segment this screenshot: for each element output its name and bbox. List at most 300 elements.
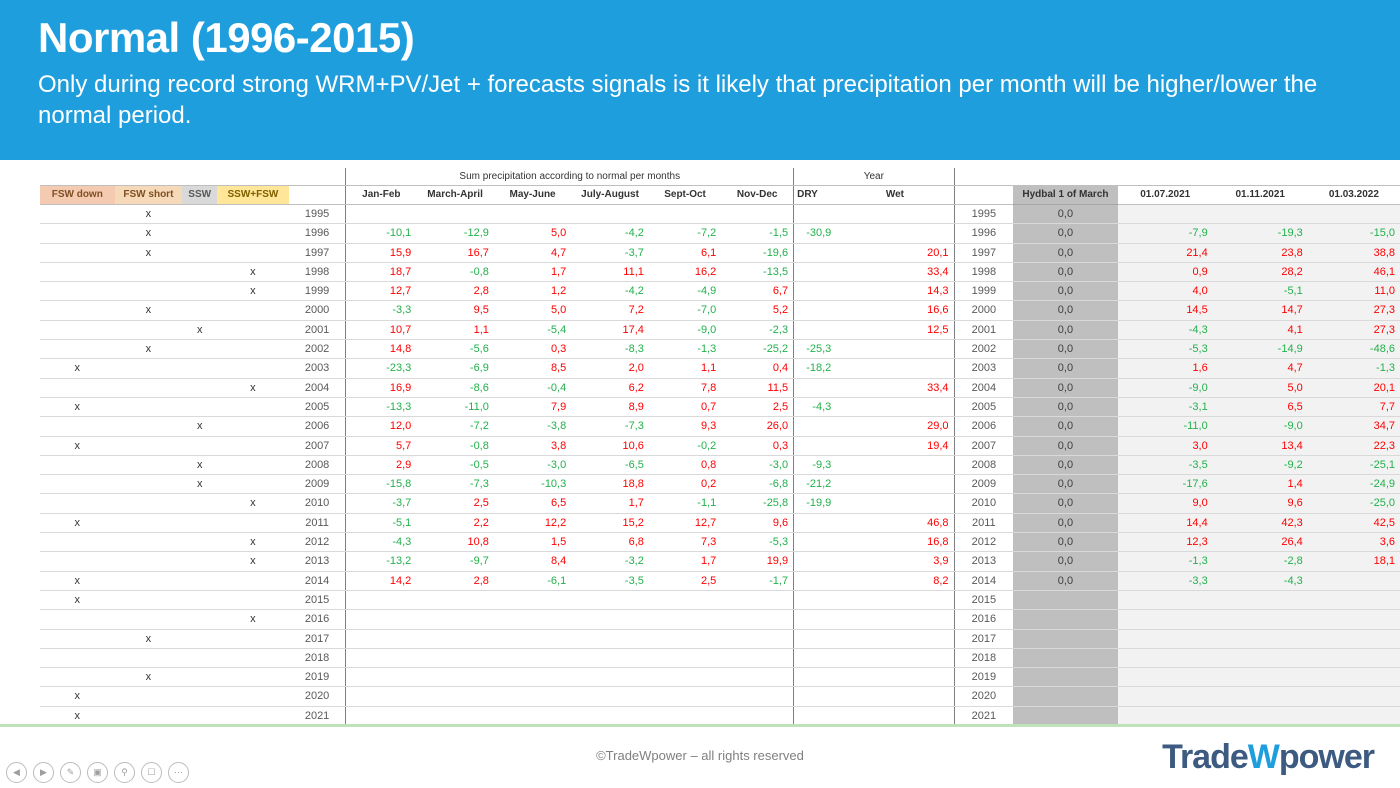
cell-flag-ssw[interactable]: x	[182, 320, 217, 339]
table-row[interactable]	[40, 397, 1400, 416]
cell-year-right[interactable]: 2015	[954, 590, 1013, 609]
cell-month-4[interactable]: 16,2	[649, 262, 721, 281]
cell-year-right[interactable]: 2017	[954, 629, 1013, 648]
cell-month-4[interactable]: 6,1	[649, 243, 721, 262]
cell-date-1[interactable]: 14,7	[1213, 301, 1308, 320]
cell-month-1[interactable]: -8,6	[416, 378, 494, 397]
cell-month-0[interactable]	[346, 687, 416, 706]
cell-year[interactable]: 2009	[289, 475, 346, 494]
cell-month-3[interactable]: -3,7	[571, 243, 649, 262]
cell-month-3[interactable]: 2,0	[571, 359, 649, 378]
cell-date-0[interactable]	[1118, 205, 1213, 224]
cell-month-4[interactable]: -7,2	[649, 224, 721, 243]
header-date-3[interactable]: 01.03.2022	[1308, 186, 1400, 205]
cell-flag-fsw-short[interactable]: x	[115, 243, 183, 262]
cell-year-right[interactable]: 2007	[954, 436, 1013, 455]
cell-month-1[interactable]: -7,2	[416, 417, 494, 436]
cell-date-0[interactable]: 21,4	[1118, 243, 1213, 262]
cell-year-right[interactable]: 1999	[954, 282, 1013, 301]
cell-month-1[interactable]: -12,9	[416, 224, 494, 243]
cell-wet[interactable]	[836, 475, 954, 494]
cell-date-2[interactable]	[1308, 668, 1400, 687]
cell-month-4[interactable]: 0,2	[649, 475, 721, 494]
cell-year[interactable]: 2008	[289, 455, 346, 474]
cell-month-5[interactable]: 5,2	[721, 301, 793, 320]
cell-year[interactable]: 2019	[289, 668, 346, 687]
table-row[interactable]	[40, 262, 1400, 281]
cell-flag-fsw-down[interactable]	[40, 668, 115, 687]
cell-date-0[interactable]: 14,5	[1118, 301, 1213, 320]
cell-flag-fsw-down[interactable]	[40, 262, 115, 281]
cell-year[interactable]: 2015	[289, 590, 346, 609]
cell-flag-fsw-down[interactable]	[40, 455, 115, 474]
cell-month-1[interactable]: -7,3	[416, 475, 494, 494]
cell-date-1[interactable]: -14,9	[1213, 340, 1308, 359]
cell-month-5[interactable]	[721, 687, 793, 706]
cell-date-0[interactable]: -11,0	[1118, 417, 1213, 436]
table-row[interactable]	[40, 513, 1400, 532]
cell-month-1[interactable]: 16,7	[416, 243, 494, 262]
cell-month-1[interactable]: -9,7	[416, 552, 494, 571]
cell-month-4[interactable]	[649, 687, 721, 706]
cell-dry[interactable]	[794, 262, 837, 281]
cell-flag-fsw-short[interactable]: x	[115, 629, 183, 648]
cell-hydbal[interactable]: 0,0	[1013, 320, 1118, 339]
table-row[interactable]	[40, 610, 1400, 629]
cell-date-2[interactable]	[1308, 610, 1400, 629]
cell-month-3[interactable]: -3,2	[571, 552, 649, 571]
cell-flag-ssw-fsw[interactable]	[217, 571, 289, 590]
cell-flag-fsw-short[interactable]	[115, 455, 183, 474]
cell-date-1[interactable]: 23,8	[1213, 243, 1308, 262]
cell-flag-fsw-short[interactable]	[115, 359, 183, 378]
cell-month-1[interactable]: 1,1	[416, 320, 494, 339]
more-icon[interactable]: ⋯	[168, 762, 189, 783]
cell-date-2[interactable]: 27,3	[1308, 301, 1400, 320]
cell-month-5[interactable]	[721, 668, 793, 687]
cell-month-1[interactable]: -0,5	[416, 455, 494, 474]
cell-dry[interactable]: -21,2	[794, 475, 837, 494]
cell-flag-ssw-fsw[interactable]	[217, 668, 289, 687]
cell-date-2[interactable]: -25,1	[1308, 455, 1400, 474]
cell-flag-ssw[interactable]: x	[182, 475, 217, 494]
cell-month-2[interactable]	[494, 668, 571, 687]
prev-icon[interactable]: ◀	[6, 762, 27, 783]
cell-flag-ssw-fsw[interactable]	[217, 687, 289, 706]
cell-flag-ssw[interactable]	[182, 224, 217, 243]
cell-month-3[interactable]	[571, 629, 649, 648]
cell-wet[interactable]	[836, 610, 954, 629]
cell-date-1[interactable]: 6,5	[1213, 397, 1308, 416]
cell-flag-fsw-down[interactable]	[40, 494, 115, 513]
cell-year[interactable]: 2001	[289, 320, 346, 339]
cell-date-2[interactable]: -24,9	[1308, 475, 1400, 494]
table-row[interactable]	[40, 648, 1400, 667]
cell-month-0[interactable]: 18,7	[346, 262, 416, 281]
cell-date-1[interactable]	[1213, 648, 1308, 667]
cell-flag-ssw[interactable]	[182, 436, 217, 455]
cell-flag-fsw-short[interactable]	[115, 552, 183, 571]
cell-month-2[interactable]: 7,9	[494, 397, 571, 416]
cell-dry[interactable]	[794, 417, 837, 436]
cell-month-3[interactable]	[571, 668, 649, 687]
cell-date-0[interactable]	[1118, 590, 1213, 609]
header-dry[interactable]: DRY	[794, 186, 837, 205]
cell-year-right[interactable]: 2003	[954, 359, 1013, 378]
cell-wet[interactable]	[836, 224, 954, 243]
cell-date-1[interactable]	[1213, 629, 1308, 648]
cell-month-4[interactable]	[649, 610, 721, 629]
cell-month-2[interactable]: 8,5	[494, 359, 571, 378]
cell-month-0[interactable]: 14,8	[346, 340, 416, 359]
cell-month-0[interactable]	[346, 629, 416, 648]
cell-date-1[interactable]: 9,6	[1213, 494, 1308, 513]
cell-year[interactable]: 2003	[289, 359, 346, 378]
cell-flag-fsw-down[interactable]	[40, 629, 115, 648]
cell-flag-ssw[interactable]	[182, 282, 217, 301]
cell-date-1[interactable]	[1213, 668, 1308, 687]
cell-month-3[interactable]: -4,2	[571, 224, 649, 243]
cell-date-1[interactable]: 4,7	[1213, 359, 1308, 378]
cell-dry[interactable]	[794, 668, 837, 687]
cell-month-0[interactable]	[346, 590, 416, 609]
cell-dry[interactable]: -4,3	[794, 397, 837, 416]
cell-year[interactable]: 1997	[289, 243, 346, 262]
cell-dry[interactable]	[794, 205, 837, 224]
cell-year[interactable]: 1995	[289, 205, 346, 224]
cell-hydbal[interactable]: 0,0	[1013, 571, 1118, 590]
cell-month-1[interactable]: 10,8	[416, 533, 494, 552]
cell-month-4[interactable]: 1,1	[649, 359, 721, 378]
cell-date-1[interactable]: 4,1	[1213, 320, 1308, 339]
cell-flag-ssw[interactable]: x	[182, 417, 217, 436]
cell-month-5[interactable]: 0,4	[721, 359, 793, 378]
cell-date-1[interactable]: 5,0	[1213, 378, 1308, 397]
cell-hydbal[interactable]	[1013, 629, 1118, 648]
table-row[interactable]	[40, 224, 1400, 243]
cell-month-5[interactable]: -2,3	[721, 320, 793, 339]
cell-hydbal[interactable]: 0,0	[1013, 397, 1118, 416]
cell-flag-fsw-down[interactable]: x	[40, 513, 115, 532]
cell-date-0[interactable]: -3,5	[1118, 455, 1213, 474]
cell-date-2[interactable]: 42,5	[1308, 513, 1400, 532]
cell-year-right[interactable]: 1997	[954, 243, 1013, 262]
table-row[interactable]	[40, 533, 1400, 552]
table-row[interactable]	[40, 417, 1400, 436]
cell-dry[interactable]	[794, 590, 837, 609]
cell-flag-fsw-down[interactable]	[40, 224, 115, 243]
header-ssw-fsw[interactable]: SSW+FSW	[217, 186, 289, 205]
cell-month-2[interactable]	[494, 648, 571, 667]
cell-month-3[interactable]	[571, 687, 649, 706]
cell-date-2[interactable]	[1308, 590, 1400, 609]
cell-dry[interactable]	[794, 571, 837, 590]
cell-month-5[interactable]	[721, 205, 793, 224]
cell-year[interactable]: 2012	[289, 533, 346, 552]
cell-month-5[interactable]	[721, 590, 793, 609]
cell-month-1[interactable]	[416, 629, 494, 648]
cell-date-1[interactable]: -2,8	[1213, 552, 1308, 571]
cell-month-0[interactable]	[346, 205, 416, 224]
cell-month-1[interactable]: 2,5	[416, 494, 494, 513]
header-jan-feb[interactable]: Jan-Feb	[346, 186, 416, 205]
cell-flag-ssw-fsw[interactable]	[217, 320, 289, 339]
cell-year-right[interactable]: 2019	[954, 668, 1013, 687]
cell-month-1[interactable]: -11,0	[416, 397, 494, 416]
cell-month-0[interactable]: 5,7	[346, 436, 416, 455]
cell-dry[interactable]	[794, 378, 837, 397]
cell-dry[interactable]	[794, 610, 837, 629]
cell-flag-fsw-down[interactable]: x	[40, 706, 115, 725]
table-row[interactable]	[40, 205, 1400, 224]
cell-month-2[interactable]: -6,1	[494, 571, 571, 590]
header-ssw[interactable]: SSW	[182, 186, 217, 205]
cell-year[interactable]: 2017	[289, 629, 346, 648]
cell-month-5[interactable]	[721, 706, 793, 725]
cell-flag-ssw-fsw[interactable]: x	[217, 552, 289, 571]
header-hydbal[interactable]: Hydbal 1 of March	[1013, 186, 1118, 205]
cell-date-0[interactable]	[1118, 648, 1213, 667]
cell-month-3[interactable]: -3,5	[571, 571, 649, 590]
cell-wet[interactable]: 3,9	[836, 552, 954, 571]
cell-month-4[interactable]: 0,7	[649, 397, 721, 416]
presentation-navbar[interactable]	[6, 762, 189, 783]
cell-dry[interactable]	[794, 648, 837, 667]
cell-month-1[interactable]: -0,8	[416, 436, 494, 455]
cell-month-0[interactable]: 15,9	[346, 243, 416, 262]
cell-date-0[interactable]	[1118, 706, 1213, 725]
cell-flag-fsw-short[interactable]	[115, 533, 183, 552]
cell-month-1[interactable]	[416, 687, 494, 706]
cell-year-right[interactable]: 2004	[954, 378, 1013, 397]
cell-month-3[interactable]: 6,2	[571, 378, 649, 397]
cell-month-0[interactable]: -23,3	[346, 359, 416, 378]
cell-dry[interactable]: -18,2	[794, 359, 837, 378]
cell-month-4[interactable]: -7,0	[649, 301, 721, 320]
table-row[interactable]	[40, 455, 1400, 474]
header-may-june[interactable]: May-June	[494, 186, 571, 205]
cell-month-2[interactable]	[494, 590, 571, 609]
cell-date-1[interactable]: -9,0	[1213, 417, 1308, 436]
cell-month-2[interactable]: 4,7	[494, 243, 571, 262]
cell-flag-fsw-down[interactable]: x	[40, 590, 115, 609]
cell-flag-fsw-down[interactable]	[40, 205, 115, 224]
cell-month-1[interactable]: -6,9	[416, 359, 494, 378]
cell-year[interactable]: 2018	[289, 648, 346, 667]
cell-month-5[interactable]: 19,9	[721, 552, 793, 571]
cell-month-5[interactable]: 2,5	[721, 397, 793, 416]
cell-month-5[interactable]: 26,0	[721, 417, 793, 436]
cell-flag-ssw[interactable]	[182, 205, 217, 224]
cell-month-4[interactable]	[649, 590, 721, 609]
cell-flag-fsw-short[interactable]	[115, 436, 183, 455]
cell-month-3[interactable]	[571, 590, 649, 609]
cell-date-2[interactable]	[1308, 687, 1400, 706]
cell-flag-ssw[interactable]	[182, 301, 217, 320]
cell-hydbal[interactable]: 0,0	[1013, 340, 1118, 359]
cell-date-2[interactable]: 27,3	[1308, 320, 1400, 339]
cell-dry[interactable]	[794, 706, 837, 725]
cell-year-right[interactable]: 1996	[954, 224, 1013, 243]
cell-flag-ssw-fsw[interactable]: x	[217, 378, 289, 397]
cell-month-1[interactable]	[416, 706, 494, 725]
cell-flag-fsw-down[interactable]: x	[40, 359, 115, 378]
cell-hydbal[interactable]	[1013, 590, 1118, 609]
cell-flag-fsw-down[interactable]	[40, 610, 115, 629]
cell-year-right[interactable]: 1995	[954, 205, 1013, 224]
cell-flag-fsw-short[interactable]: x	[115, 205, 183, 224]
cell-flag-fsw-short[interactable]	[115, 513, 183, 532]
cell-year[interactable]: 2020	[289, 687, 346, 706]
cell-month-3[interactable]	[571, 205, 649, 224]
cell-month-5[interactable]: -13,5	[721, 262, 793, 281]
cell-flag-fsw-down[interactable]	[40, 340, 115, 359]
cell-year[interactable]: 2011	[289, 513, 346, 532]
cell-month-0[interactable]: -3,3	[346, 301, 416, 320]
cell-year-right[interactable]: 2005	[954, 397, 1013, 416]
cell-year[interactable]: 1998	[289, 262, 346, 281]
cell-month-4[interactable]: -1,1	[649, 494, 721, 513]
pen-icon[interactable]: ✎	[60, 762, 81, 783]
cell-flag-fsw-short[interactable]	[115, 494, 183, 513]
cell-month-5[interactable]: 11,5	[721, 378, 793, 397]
cell-month-5[interactable]	[721, 629, 793, 648]
cell-year[interactable]: 2006	[289, 417, 346, 436]
cell-flag-ssw[interactable]	[182, 243, 217, 262]
cell-month-3[interactable]: 11,1	[571, 262, 649, 281]
table-row[interactable]	[40, 475, 1400, 494]
cell-hydbal[interactable]: 0,0	[1013, 205, 1118, 224]
cell-flag-fsw-short[interactable]	[115, 378, 183, 397]
cell-month-2[interactable]	[494, 706, 571, 725]
cell-date-1[interactable]	[1213, 205, 1308, 224]
cell-flag-fsw-down[interactable]	[40, 533, 115, 552]
cell-flag-fsw-short[interactable]	[115, 706, 183, 725]
cell-wet[interactable]	[836, 455, 954, 474]
cell-flag-ssw[interactable]	[182, 552, 217, 571]
cell-year-right[interactable]: 2008	[954, 455, 1013, 474]
cell-flag-fsw-down[interactable]	[40, 552, 115, 571]
cell-flag-ssw-fsw[interactable]	[217, 243, 289, 262]
cell-dry[interactable]	[794, 629, 837, 648]
cell-date-1[interactable]: -5,1	[1213, 282, 1308, 301]
cell-month-5[interactable]: -19,6	[721, 243, 793, 262]
cell-month-0[interactable]: -4,3	[346, 533, 416, 552]
cell-month-2[interactable]: 3,8	[494, 436, 571, 455]
cell-month-4[interactable]: 2,5	[649, 571, 721, 590]
cell-month-4[interactable]	[649, 668, 721, 687]
cell-month-2[interactable]: 5,0	[494, 301, 571, 320]
cell-date-0[interactable]: 0,9	[1118, 262, 1213, 281]
cell-flag-fsw-down[interactable]	[40, 378, 115, 397]
cell-flag-fsw-short[interactable]	[115, 475, 183, 494]
cell-hydbal[interactable]: 0,0	[1013, 282, 1118, 301]
cell-flag-fsw-short[interactable]	[115, 590, 183, 609]
cell-hydbal[interactable]: 0,0	[1013, 224, 1118, 243]
cell-flag-ssw[interactable]	[182, 340, 217, 359]
table-row[interactable]	[40, 282, 1400, 301]
cell-month-1[interactable]	[416, 205, 494, 224]
header-fsw-down[interactable]: FSW down	[40, 186, 115, 205]
cell-year-right[interactable]: 2009	[954, 475, 1013, 494]
cell-wet[interactable]: 46,8	[836, 513, 954, 532]
cell-flag-fsw-short[interactable]: x	[115, 340, 183, 359]
cell-year-right[interactable]: 2001	[954, 320, 1013, 339]
table-row[interactable]	[40, 571, 1400, 590]
cell-year-right[interactable]: 2020	[954, 687, 1013, 706]
cell-month-3[interactable]: 8,9	[571, 397, 649, 416]
cell-dry[interactable]	[794, 513, 837, 532]
cell-year-right[interactable]: 2000	[954, 301, 1013, 320]
cell-flag-fsw-down[interactable]	[40, 320, 115, 339]
cell-month-4[interactable]: 7,3	[649, 533, 721, 552]
table-row[interactable]	[40, 243, 1400, 262]
cell-date-0[interactable]: -3,1	[1118, 397, 1213, 416]
cell-hydbal[interactable]	[1013, 706, 1118, 725]
cell-month-5[interactable]: -6,8	[721, 475, 793, 494]
cell-hydbal[interactable]	[1013, 668, 1118, 687]
cell-year-right[interactable]: 2010	[954, 494, 1013, 513]
cell-year-right[interactable]: 2006	[954, 417, 1013, 436]
cell-month-1[interactable]	[416, 668, 494, 687]
cell-date-1[interactable]	[1213, 610, 1308, 629]
cell-month-4[interactable]: 0,8	[649, 455, 721, 474]
cell-hydbal[interactable]: 0,0	[1013, 494, 1118, 513]
cell-month-4[interactable]: -0,2	[649, 436, 721, 455]
cell-date-1[interactable]	[1213, 706, 1308, 725]
cell-month-0[interactable]	[346, 648, 416, 667]
cell-flag-fsw-down[interactable]	[40, 475, 115, 494]
cell-month-0[interactable]: -3,7	[346, 494, 416, 513]
cell-date-0[interactable]	[1118, 610, 1213, 629]
cell-flag-ssw-fsw[interactable]	[217, 706, 289, 725]
cell-month-3[interactable]	[571, 648, 649, 667]
cell-month-4[interactable]	[649, 648, 721, 667]
cell-wet[interactable]	[836, 340, 954, 359]
cell-date-0[interactable]: 12,3	[1118, 533, 1213, 552]
cell-month-0[interactable]: -15,8	[346, 475, 416, 494]
cell-month-0[interactable]: -13,2	[346, 552, 416, 571]
cell-month-5[interactable]: -5,3	[721, 533, 793, 552]
cell-wet[interactable]	[836, 590, 954, 609]
cell-month-0[interactable]	[346, 668, 416, 687]
header-nov-dec[interactable]: Nov-Dec	[721, 186, 793, 205]
cell-month-1[interactable]: 2,8	[416, 282, 494, 301]
cell-month-1[interactable]: -0,8	[416, 262, 494, 281]
cell-dry[interactable]	[794, 436, 837, 455]
cell-year[interactable]: 2005	[289, 397, 346, 416]
cell-flag-ssw-fsw[interactable]	[217, 359, 289, 378]
cell-date-2[interactable]: 20,1	[1308, 378, 1400, 397]
cell-month-5[interactable]: -3,0	[721, 455, 793, 474]
cell-dry[interactable]	[794, 301, 837, 320]
cell-month-1[interactable]	[416, 590, 494, 609]
cell-date-1[interactable]: 13,4	[1213, 436, 1308, 455]
cell-hydbal[interactable]: 0,0	[1013, 436, 1118, 455]
cell-year[interactable]: 2007	[289, 436, 346, 455]
cell-flag-fsw-short[interactable]	[115, 262, 183, 281]
cell-flag-ssw[interactable]	[182, 590, 217, 609]
cell-hydbal[interactable]	[1013, 610, 1118, 629]
cell-date-2[interactable]: -15,0	[1308, 224, 1400, 243]
cell-month-4[interactable]: 7,8	[649, 378, 721, 397]
cell-month-3[interactable]: -6,5	[571, 455, 649, 474]
cell-wet[interactable]: 29,0	[836, 417, 954, 436]
cell-flag-fsw-down[interactable]: x	[40, 687, 115, 706]
cell-year[interactable]: 2002	[289, 340, 346, 359]
cell-date-0[interactable]: 4,0	[1118, 282, 1213, 301]
cell-dry[interactable]	[794, 533, 837, 552]
